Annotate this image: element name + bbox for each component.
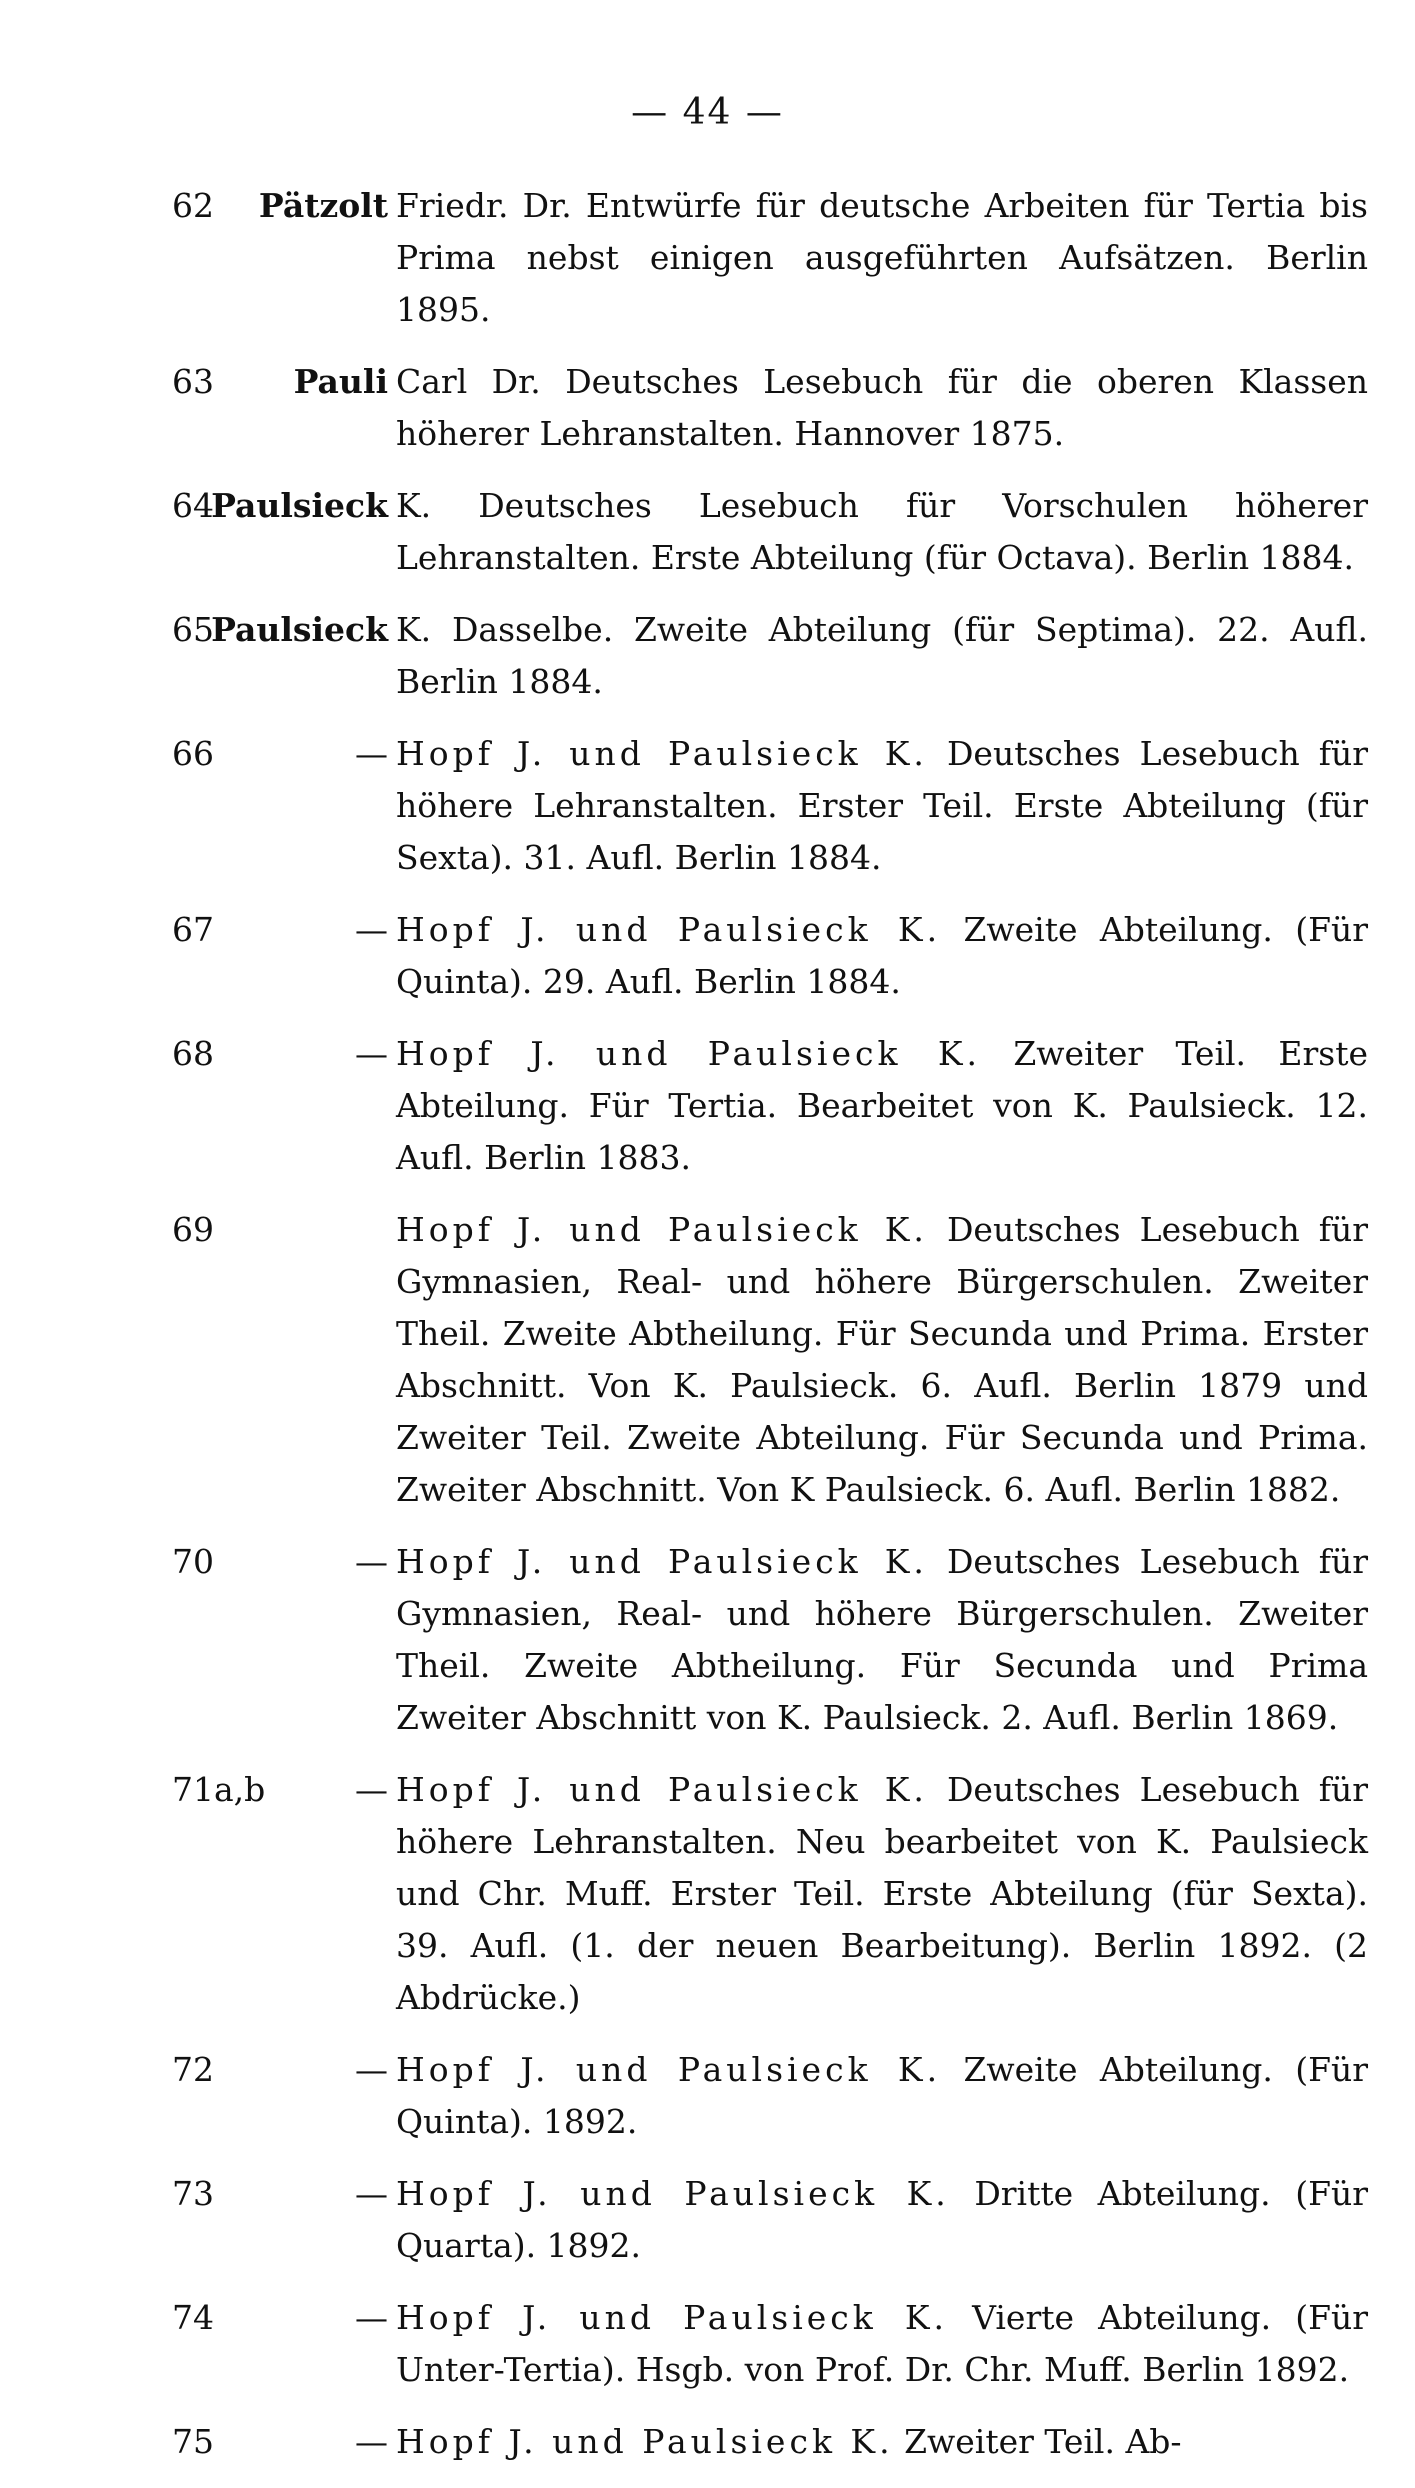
entry-author: Hopf J. und Paulsieck K.: [396, 2174, 950, 2213]
entry-text: Deutsches Lesebuch für höhere Lehranstalten. Erster Teil. Erste Abteilung (für Sexta). 31. Aufl. Berlin 1884.: [396, 734, 1368, 877]
entry-dash: —: [355, 1542, 388, 1581]
catalog-entry-64: [172, 480, 1368, 584]
entry-text: Vierte Abteilung. (Für Unter-Tertia). Hsgb. von Prof. Dr. Chr. Muff. Berlin 1892.: [396, 2298, 1368, 2389]
entry-author: Pätzolt: [258, 186, 388, 225]
entry-author: Hopf J. und Paulsieck K.: [396, 910, 942, 949]
entry-number: 66: [172, 734, 214, 773]
entry-number: 69: [172, 1210, 214, 1249]
catalog-entry-65: [172, 604, 1368, 708]
entry-number: 62: [172, 186, 214, 225]
entry-author: Hopf J. und Paulsieck K.: [396, 1542, 928, 1581]
entry-text: Dasselbe. Zweite Abteilung (für Septima). 22. Aufl. Berlin 1884.: [396, 610, 1369, 701]
catalog-entry-74: [172, 2292, 1368, 2396]
entry-author-lead: [211, 480, 388, 532]
entry-author-lead: [211, 604, 388, 656]
catalog-list: [172, 180, 1368, 2488]
entry-number: 71a,b: [172, 1770, 266, 1809]
entry-number: 63: [172, 362, 214, 401]
entry-number: 68: [172, 1034, 214, 1073]
entry-author: Hopf J. und Paulsieck K.: [396, 1210, 928, 1249]
entry-number: 64: [172, 486, 214, 525]
catalog-entry-68: [172, 1028, 1368, 1184]
entry-number: 65: [172, 610, 214, 649]
entry-dash: —: [355, 734, 388, 773]
entry-dash: —: [355, 2298, 388, 2337]
entry-author: Paulsieck: [211, 486, 388, 525]
entry-number: 67: [172, 910, 214, 949]
entry-author-lead: [355, 2292, 388, 2344]
catalog-entry-66: [172, 728, 1368, 884]
entry-author-rest: Carl Dr.: [396, 362, 541, 401]
entry-author: Hopf J. und Paulsieck K.: [396, 734, 928, 773]
entry-number: 70: [172, 1542, 214, 1581]
entry-dash: —: [355, 910, 388, 949]
entry-author-lead: [355, 728, 388, 780]
entry-author-rest: Friedr. Dr.: [396, 186, 572, 225]
catalog-entry-63: [172, 356, 1368, 460]
entry-author-lead: [355, 1764, 388, 1816]
entry-author: Hopf J. und Paulsieck K.: [396, 2050, 942, 2089]
entry-author-lead: [355, 904, 388, 956]
entry-dash: —: [355, 2422, 388, 2461]
entry-author-lead: [259, 180, 388, 232]
catalog-entry-67: [172, 904, 1368, 1008]
entry-text: Zweite Abteilung. (Für Quinta). 1892.: [396, 2050, 1369, 2141]
entry-author: Hopf J. und Paulsieck K.: [396, 2298, 949, 2337]
catalog-entry-70: [172, 1536, 1368, 1744]
entry-number: 74: [172, 2298, 214, 2337]
entry-dash: —: [355, 2050, 388, 2089]
page-number: — 44 —: [631, 92, 784, 133]
catalog-entry-73: [172, 2168, 1368, 2272]
entry-author-rest: K.: [396, 486, 432, 525]
entry-author: Paulsieck: [211, 610, 388, 649]
entry-number: 72: [172, 2050, 214, 2089]
entry-dash: —: [355, 1770, 388, 1809]
catalog-entry-69: [172, 1204, 1368, 1516]
catalog-entry-72: [172, 2044, 1368, 2148]
entry-text: Zweiter Teil. Ab-: [904, 2422, 1182, 2461]
catalog-entry-71ab: [172, 1764, 1368, 2024]
entry-author: Hopf J. und Paulsieck K.: [396, 1770, 928, 1809]
entry-author-rest: K.: [396, 610, 432, 649]
entry-text: Zweiter Teil. Erste Abteilung. Für Tertia. Bearbeitet von K. Paulsieck. 12. Aufl. Berlin 1883.: [396, 1034, 1368, 1177]
entry-text: Zweite Abteilung. (Für Quinta). 29. Aufl. Berlin 1884.: [396, 910, 1369, 1001]
entry-author-lead: [355, 1028, 388, 1080]
entry-dash: —: [355, 1034, 388, 1073]
catalog-entry-75: [172, 2416, 1368, 2468]
entry-author: Hopf J. und Paulsieck K.: [396, 1034, 981, 1073]
entry-text: Entwürfe für deutsche Arbeiten für Tertia bis Prima nebst einigen ausgeführten Aufsätzen. Berlin 1895.: [396, 186, 1368, 329]
entry-author: Hopf J. und Paulsieck K.: [396, 2422, 894, 2461]
entry-author-lead: [355, 1536, 388, 1588]
entry-text: Deutsches Lesebuch für die oberen Klassen höherer Lehranstalten. Hannover 1875.: [396, 362, 1369, 453]
entry-author: Pauli: [293, 362, 388, 401]
catalog-entry-62: [172, 180, 1368, 336]
entry-author-lead: [355, 2416, 388, 2468]
entry-text: Deutsches Lesebuch für Gymnasien, Real- und höhere Bürgerschulen. Zweiter Theil. Zweite Abtheilung. Für Secunda und Prima. Erster Abschnitt. Von K. Paulsieck. 6. Aufl. Berlin 1879 und Zweiter Teil. Zweite Abteilung. Für Secunda und Prima. Zweiter Abschnitt. Von K Paulsieck. 6. Aufl. Berlin 1882.: [396, 1210, 1368, 1509]
entry-text: Deutsches Lesebuch für höhere Lehranstalten. Neu bearbeitet von K. Paulsieck und Chr. Muff. Erster Teil. Erste Abteilung (für Sexta). 39. Aufl. (1. der neuen Bearbeitung). Berlin 1892. (2 Abdrücke.): [396, 1770, 1368, 2017]
entry-text: Deutsches Lesebuch für Vorschulen höherer Lehranstalten. Erste Abteilung (für Octava). Berlin 1884.: [396, 486, 1368, 577]
entry-author-lead: [355, 2168, 388, 2220]
entry-author-lead: [355, 2044, 388, 2096]
entry-text: Dritte Abteilung. (Für Quarta). 1892.: [396, 2174, 1368, 2265]
entry-number: 75: [172, 2422, 214, 2461]
entry-dash: —: [355, 2174, 388, 2213]
entry-text: Deutsches Lesebuch für Gymnasien, Real- und höhere Bürgerschulen. Zweiter Theil. Zweite Abtheilung. Für Secunda und Prima Zweiter Abschnitt von K. Paulsieck. 2. Aufl. Berlin 1869.: [396, 1542, 1368, 1737]
entry-number: 73: [172, 2174, 214, 2213]
entry-author-lead: [294, 356, 388, 408]
